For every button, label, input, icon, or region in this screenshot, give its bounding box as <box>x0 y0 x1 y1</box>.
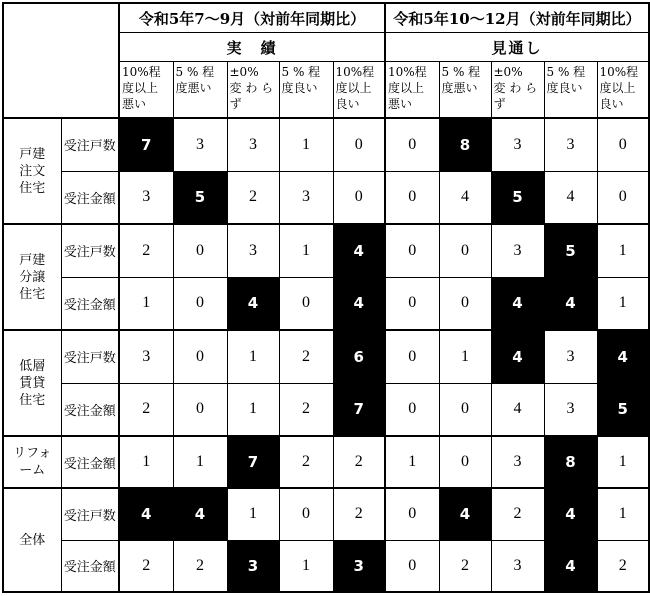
value-cell: 1 <box>385 436 439 488</box>
column-header-line: 度以上 <box>599 81 636 95</box>
column-header-line: 10%程 <box>388 65 427 79</box>
value-cell: 4 <box>227 277 279 330</box>
value-cell: 1 <box>227 383 279 436</box>
value-cell: 0 <box>439 224 491 277</box>
period-2-title: 令和5年10〜12月（対前年同期比） <box>385 3 649 33</box>
value-cell: 3 <box>544 118 597 171</box>
value-cell: 1 <box>119 277 173 330</box>
column-header-line: 度以上 <box>122 81 159 95</box>
column-header-line: 度以上 <box>388 81 425 95</box>
column-header-line: 変 わ ら <box>229 81 274 95</box>
column-header-line: ず <box>229 97 242 111</box>
value-cell: 0 <box>385 383 439 436</box>
value-cell: 3 <box>119 330 173 383</box>
value-cell: 3 <box>491 540 544 592</box>
column-header <box>439 62 491 119</box>
column-header-line: 度良い <box>546 81 583 95</box>
category-label-line: 住宅 <box>19 286 46 302</box>
value-cell: 1 <box>279 540 333 592</box>
metric-label: 受注戸数 <box>61 330 119 383</box>
value-cell: 0 <box>439 383 491 436</box>
value-cell: 1 <box>173 436 227 488</box>
category-label-line: 低層 <box>19 358 46 374</box>
value-cell: 0 <box>385 118 439 171</box>
column-header <box>597 62 649 119</box>
category-label-line: ーム <box>19 463 46 478</box>
category-label-line: リフォ <box>13 446 52 461</box>
table-row <box>3 540 649 592</box>
category-label-line: 全体 <box>19 532 46 548</box>
value-cell: 4 <box>544 540 597 592</box>
category-cell <box>3 330 61 436</box>
metric-label: 受注戸数 <box>61 118 119 171</box>
table-row <box>3 383 649 436</box>
value-cell: 4 <box>544 171 597 224</box>
header-row-period <box>3 3 649 33</box>
survey-table <box>2 2 650 593</box>
table-row <box>3 488 649 540</box>
value-cell: 4 <box>119 488 173 540</box>
value-cell: 7 <box>227 436 279 488</box>
value-cell: 0 <box>385 224 439 277</box>
value-cell: 4 <box>491 277 544 330</box>
value-cell: 0 <box>597 171 649 224</box>
value-cell: 8 <box>439 118 491 171</box>
column-header-line: 10%程 <box>122 65 161 79</box>
value-cell: 2 <box>491 488 544 540</box>
metric-label: 受注金額 <box>61 277 119 330</box>
column-header-line: 度良い <box>281 81 318 95</box>
value-cell: 3 <box>544 383 597 436</box>
value-cell: 3 <box>491 118 544 171</box>
category-label-line: 分譲 <box>19 269 46 285</box>
value-cell: 3 <box>279 171 333 224</box>
value-cell: 6 <box>333 330 385 383</box>
metric-label: 受注金額 <box>61 436 119 488</box>
value-cell: 1 <box>597 224 649 277</box>
column-header <box>227 62 279 119</box>
metric-label: 受注金額 <box>61 171 119 224</box>
value-cell: 8 <box>544 436 597 488</box>
category-cell <box>3 488 61 592</box>
table-row <box>3 330 649 383</box>
value-cell: 2 <box>333 436 385 488</box>
column-header-line: 5 % 程 <box>281 65 321 79</box>
table-row <box>3 436 649 488</box>
period-1-title: 令和5年7〜9月（対前年同期比） <box>119 3 385 33</box>
value-cell: 0 <box>385 488 439 540</box>
column-header-line: 10%程 <box>335 65 375 79</box>
value-cell: 2 <box>119 383 173 436</box>
value-cell: 0 <box>385 171 439 224</box>
column-header <box>119 62 173 119</box>
value-cell: 0 <box>173 277 227 330</box>
value-cell: 4 <box>173 488 227 540</box>
value-cell: 0 <box>173 383 227 436</box>
metric-label: 受注金額 <box>61 540 119 592</box>
value-cell: 5 <box>597 383 649 436</box>
value-cell: 3 <box>544 330 597 383</box>
column-header <box>279 62 333 119</box>
value-cell: 4 <box>333 224 385 277</box>
category-label-line: 住宅 <box>19 180 46 196</box>
value-cell: 5 <box>544 224 597 277</box>
column-header-line: 度悪い <box>175 81 212 95</box>
value-cell: 0 <box>597 118 649 171</box>
category-label-line: 戸建 <box>19 252 46 268</box>
column-header <box>544 62 597 119</box>
value-cell: 0 <box>333 118 385 171</box>
value-cell: 2 <box>333 488 385 540</box>
value-cell: 0 <box>439 436 491 488</box>
metric-label: 受注金額 <box>61 383 119 436</box>
value-cell: 2 <box>439 540 491 592</box>
value-cell: 1 <box>227 330 279 383</box>
value-cell: 4 <box>544 277 597 330</box>
category-cell <box>3 436 61 488</box>
column-header-line: 悪い <box>122 97 147 111</box>
value-cell: 0 <box>279 488 333 540</box>
value-cell: 2 <box>597 540 649 592</box>
category-label-line: 注文 <box>19 163 46 179</box>
value-cell: 4 <box>491 330 544 383</box>
value-cell: 2 <box>227 171 279 224</box>
value-cell: 3 <box>227 118 279 171</box>
column-header <box>333 62 385 119</box>
value-cell: 2 <box>279 383 333 436</box>
value-cell: 0 <box>333 171 385 224</box>
table-row <box>3 277 649 330</box>
column-header-line: 良い <box>599 97 624 111</box>
value-cell: 3 <box>173 118 227 171</box>
value-cell: 4 <box>544 488 597 540</box>
column-header-line: 5 % 程 <box>441 65 481 79</box>
value-cell: 2 <box>279 330 333 383</box>
column-header <box>491 62 544 119</box>
column-header-line: ±0% <box>229 65 259 79</box>
value-cell: 0 <box>385 277 439 330</box>
value-cell: 1 <box>597 488 649 540</box>
category-label-line: 住宅 <box>19 392 46 408</box>
category-label-line: 賃貸 <box>19 375 46 391</box>
value-cell: 3 <box>227 224 279 277</box>
value-cell: 3 <box>119 171 173 224</box>
survey-table-container <box>2 2 650 593</box>
column-header-line: 度悪い <box>441 81 478 95</box>
column-header <box>173 62 227 119</box>
column-header-line: ±0% <box>493 65 523 79</box>
value-cell: 2 <box>173 540 227 592</box>
value-cell: 1 <box>119 436 173 488</box>
category-label-line: 戸建 <box>19 146 46 162</box>
value-cell: 0 <box>385 330 439 383</box>
value-cell: 0 <box>385 540 439 592</box>
value-cell: 0 <box>173 330 227 383</box>
column-header-line: 悪い <box>388 97 413 111</box>
category-cell <box>3 224 61 330</box>
value-cell: 2 <box>119 540 173 592</box>
period-1-sub: 実 績 <box>119 33 385 62</box>
table-row <box>3 224 649 277</box>
column-header-line: 5 % 程 <box>546 65 586 79</box>
value-cell: 1 <box>439 330 491 383</box>
value-cell: 3 <box>227 540 279 592</box>
metric-label: 受注戸数 <box>61 224 119 277</box>
corner-cell <box>3 3 119 118</box>
column-header-line: 変 わ ら <box>493 81 538 95</box>
column-header <box>385 62 439 119</box>
category-cell <box>3 118 61 224</box>
value-cell: 4 <box>597 330 649 383</box>
value-cell: 5 <box>491 171 544 224</box>
value-cell: 4 <box>439 488 491 540</box>
value-cell: 2 <box>279 436 333 488</box>
table-row <box>3 118 649 171</box>
value-cell: 1 <box>279 118 333 171</box>
value-cell: 4 <box>333 277 385 330</box>
value-cell: 5 <box>173 171 227 224</box>
value-cell: 2 <box>119 224 173 277</box>
value-cell: 1 <box>279 224 333 277</box>
value-cell: 1 <box>597 277 649 330</box>
value-cell: 4 <box>491 383 544 436</box>
period-2-sub: 見通し <box>385 33 649 62</box>
value-cell: 3 <box>491 224 544 277</box>
column-header-line: 5 % 程 <box>175 65 215 79</box>
value-cell: 4 <box>439 171 491 224</box>
value-cell: 0 <box>439 277 491 330</box>
value-cell: 7 <box>333 383 385 436</box>
value-cell: 1 <box>597 436 649 488</box>
column-header-line: ず <box>493 97 506 111</box>
column-header-line: 度以上 <box>335 81 372 95</box>
value-cell: 0 <box>173 224 227 277</box>
table-row <box>3 171 649 224</box>
value-cell: 3 <box>491 436 544 488</box>
column-header-line: 10%程 <box>599 65 639 79</box>
value-cell: 7 <box>119 118 173 171</box>
metric-label: 受注戸数 <box>61 488 119 540</box>
value-cell: 3 <box>333 540 385 592</box>
column-header-line: 良い <box>335 97 360 111</box>
value-cell: 0 <box>279 277 333 330</box>
value-cell: 1 <box>227 488 279 540</box>
